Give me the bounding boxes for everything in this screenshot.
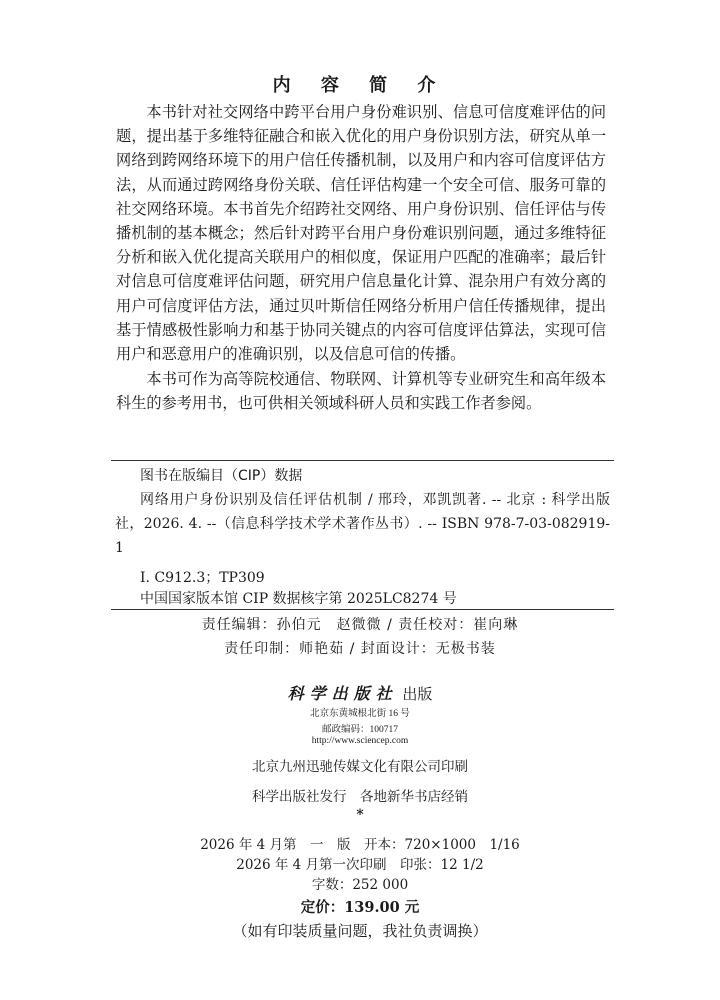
separator-asterisk: * [356,807,364,823]
publisher-logo: 科学出版社 [287,684,398,703]
intro-paragraph-1: 本书针对社交网络中跨平台用户身份难识别、信息可信度难评估的问题，提出基于多维特征融合和嵌入优化的用户身份识别方法，研究从单一网络到跨网络环境下的用户信任传播机制，以及用户和内容可信度评估方法，从而通过跨网络身份关联、信任评估构建一个安全可信、服务可靠的社交网络环境。本书首先介绍跨社交网络、用户身份识别、信任评估与传播机制的基本概念；然后针对跨平台用户身份难识别问题，通过多维特征分析和嵌入优化提高关联用户的相似度，保证用户匹配的准确率；最后针对信息可信度难评估问题，研究用户信息量化计算、混杂用户有效分离的用户可信度评估方法，通过贝叶斯信任网络分析用户信任传播规律，提出基于情感极性影响力和基于协同关键点的内容可信度评估算法，实现可信用户和恶意用户的准确识别，以及信息可信的传播。 [116,103,606,364]
publisher-address: 北京东黄城根北街 16 号 [310,709,410,719]
distribution-line: 科学出版社发行 各地新华书店经销 [252,789,468,805]
publisher-suffix: 出版 [402,685,433,703]
publisher-line [0,681,720,704]
quality-notice: （如有印装质量问题，我社负责调换） [232,922,488,940]
cip-classification: Ⅰ. C912.3；TP309 [140,570,265,586]
printer-line: 北京九州迅驰传媒文化有限公司印刷 [252,759,468,775]
divider-top [111,460,614,461]
credits-line-1: 责任编辑：孙伯元 赵微微 / 责任校对：崔向琳 [201,617,519,633]
intro-paragraph-2: 本书可作为高等院校通信、物联网、计算机等专业研究生和高年级本科生的参考用书，也可供相关领域科研人员和实践工作者参阅。 [116,370,606,413]
word-count: 字数：252 000 [311,877,409,893]
publisher-website: http://www.sciencep.com [311,736,409,746]
price: 定价：139.00 元 [300,899,420,916]
cip-verification: 中国国家版本馆 CIP 数据核字第 2025LC8274 号 [140,591,457,607]
edition-line: 2026 年 4 月第 一 版 开本：720×1000 1/16 [200,837,520,853]
cip-record: 网络用户身份识别及信任评估机制 / 邢玲，邓凯凯著. -- 北京 : 科学出版社，2026. 4. --（信息科学技术学术著作丛书）. -- ISBN 978-7-03-082919-1 [115,492,610,556]
page-title: 内 容 简 介 [272,75,448,96]
credits-line-2: 责任印制：师艳茹 / 封面设计：无极书装 [224,641,496,657]
publisher-postcode: 邮政编码：100717 [321,725,398,735]
cip-heading: 图书在版编目（CIP）数据 [140,468,303,484]
divider-bottom [111,609,614,610]
printing-line: 2026 年 4 月第一次印刷 印张：12 1/2 [236,857,484,873]
